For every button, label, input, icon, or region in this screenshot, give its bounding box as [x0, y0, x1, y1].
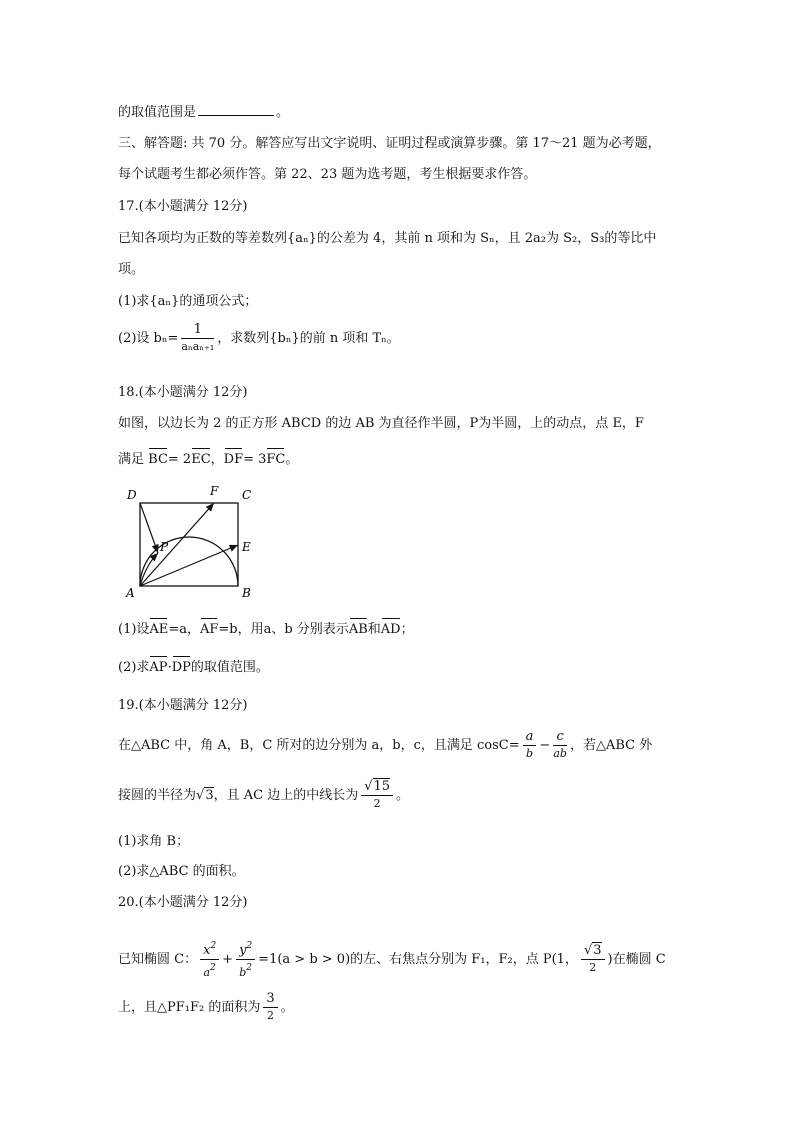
sqrt-3: 3	[205, 788, 214, 803]
text: 。	[285, 452, 299, 467]
text: 上，且△PF₁F₂ 的面积为	[118, 1000, 261, 1015]
fraction-x2-a2: $\frac{x^2}{a^2}$	[200, 938, 219, 981]
q18-figure	[122, 485, 262, 603]
label-c: C	[242, 488, 252, 502]
section-3-instruction: 三、解答题: 共 70 分。解答应写出文字说明、证明过程或演算步骤。第 17～21 题为必考题，	[118, 136, 661, 151]
fraction-denominator: b	[526, 747, 534, 760]
fraction-denominator: 2	[266, 1009, 274, 1022]
vector-fc: FC	[266, 452, 286, 467]
text: 和	[367, 622, 381, 637]
ellipse-condition: =1(a > b > 0)	[258, 952, 351, 967]
q19-header: 19.(本小题满分 12分)	[118, 698, 248, 713]
text: = 3	[243, 452, 267, 467]
vector-df: DF	[223, 452, 244, 467]
q19-stem-2: 接圆的半径为√3，且 AC 边上的中线长为 $\frac{√15}{2}$ 。	[118, 779, 410, 810]
text: =b，用a、b 分别表示	[218, 622, 349, 637]
fraction-numerator: c	[553, 729, 567, 746]
q17-header: 17.(本小题满分 12分)	[118, 199, 248, 214]
text: ；	[400, 622, 414, 637]
fill-blank-text: 的取值范围是	[118, 105, 197, 120]
q18-stem-2	[118, 451, 298, 469]
text: 已知椭圆 C：	[118, 952, 198, 967]
text: (2)求	[118, 660, 150, 675]
q17-part-2	[118, 322, 400, 355]
q17-part-1: (1)求{aₙ}的通项公式；	[118, 294, 258, 309]
text: 满足	[118, 452, 145, 467]
answer-blank	[198, 103, 274, 116]
q20-stem-2	[118, 991, 294, 1024]
x-var: x	[203, 943, 211, 958]
fraction-3-over-2	[263, 991, 277, 1024]
vector-af-label: AF	[199, 622, 219, 637]
vector-ec: EC	[191, 452, 211, 467]
text: ，若△ABC 外	[569, 738, 653, 753]
fraction-numerator: 1	[181, 322, 214, 339]
text: = 2	[167, 452, 192, 467]
q18-part-1	[118, 621, 414, 639]
fraction-numerator: 15	[373, 779, 391, 794]
fraction-denominator: 2	[373, 797, 381, 810]
fraction-sqrt15-over-2: $\frac{√15}{2}$	[361, 779, 393, 812]
q17-part-2-lead: (2)设 bₙ=	[118, 331, 179, 346]
fill-blank-line	[118, 103, 289, 122]
fraction-denominator: 2	[589, 961, 597, 974]
label-f: F	[210, 485, 219, 498]
fraction-denominator: ab	[553, 747, 567, 760]
fraction-y2-b2: $\frac{y^2}{b^2}$	[236, 938, 255, 981]
label-e: E	[242, 540, 251, 554]
plus-sign: +	[222, 952, 234, 967]
fraction-a-over-b	[523, 729, 537, 762]
vector-ap-label: AP	[149, 660, 168, 675]
q20-header: 20.(本小题满分 12分)	[118, 895, 248, 910]
vector-dp-label: DP	[171, 660, 191, 675]
q18-part-2	[118, 659, 269, 677]
q19-part-2: (2)求△ABC 的面积。	[118, 864, 245, 879]
text: ，	[210, 452, 224, 467]
vector-ae-label: AE	[149, 622, 169, 637]
label-d: D	[127, 488, 137, 502]
section-3-instruction-2: 每个试题考生都必须作答。第 22、23 题为选考题，考生根据要求作答。	[118, 167, 537, 182]
label-p: P	[160, 540, 169, 554]
b-var: b	[239, 966, 247, 979]
q17-stem-2: 项。	[118, 262, 145, 277]
fraction-sqrt3-over-2: $\frac{√3}{2}$	[581, 943, 605, 976]
vector-ad-label: AD	[380, 622, 401, 637]
fraction-numerator: a	[523, 729, 537, 746]
minus-sign: −	[539, 738, 551, 753]
text: ，且 AC 边上的中线长为	[213, 788, 359, 803]
fraction-denominator: aₙaₙ₊₁	[181, 340, 215, 353]
vector-ab-label: AB	[348, 622, 368, 637]
q17-fraction	[181, 322, 214, 355]
q18-header: 18.(本小题满分 12分)	[118, 385, 248, 400]
text: =a，	[168, 622, 200, 637]
text: 的取值范围。	[190, 660, 269, 675]
a-var: a	[203, 966, 211, 979]
text: 接圆的半径为	[118, 788, 197, 803]
text: 。	[280, 1000, 294, 1015]
vector-af	[140, 503, 214, 586]
q20-stem-1	[118, 938, 666, 981]
fraction-numerator: 3	[593, 943, 602, 958]
period: 。	[276, 105, 290, 120]
fraction-c-over-ab	[553, 729, 567, 762]
text: 。	[396, 788, 410, 803]
q19-stem-1	[118, 729, 652, 762]
label-b: B	[242, 586, 251, 600]
q19-part-1: (1)求角 B；	[118, 834, 190, 849]
vector-bc: BC	[148, 452, 168, 467]
q17-part-2-tail: ，求数列{bₙ}的前 n 项和 Tₙ。	[217, 331, 400, 346]
text: ·	[167, 660, 172, 675]
fraction-numerator: 3	[263, 991, 277, 1008]
q18-stem-1: 如图，以边长为 2 的正方形 ABCD 的边 AB 为直径作半圆，P为半圆，上的动点，点 E，F	[118, 416, 644, 431]
label-a: A	[126, 586, 135, 600]
text: )在椭圆 C	[607, 952, 666, 967]
q17-stem-1: 已知各项均为正数的等差数列{aₙ}的公差为 4，其前 n 项和为 Sₙ，且 2a₂为 S₂，S₃的等比中	[118, 231, 657, 246]
y-var: y	[239, 943, 247, 958]
segment-dp	[140, 503, 158, 553]
text: 在△ABC 中，角 A，B，C 所对的边分别为 a，b，c，且满足 cosC=	[118, 738, 520, 753]
text: (1)设	[118, 622, 150, 637]
text: 的左、右焦点分别为 F₁，F₂，点 P(1，	[350, 952, 578, 967]
